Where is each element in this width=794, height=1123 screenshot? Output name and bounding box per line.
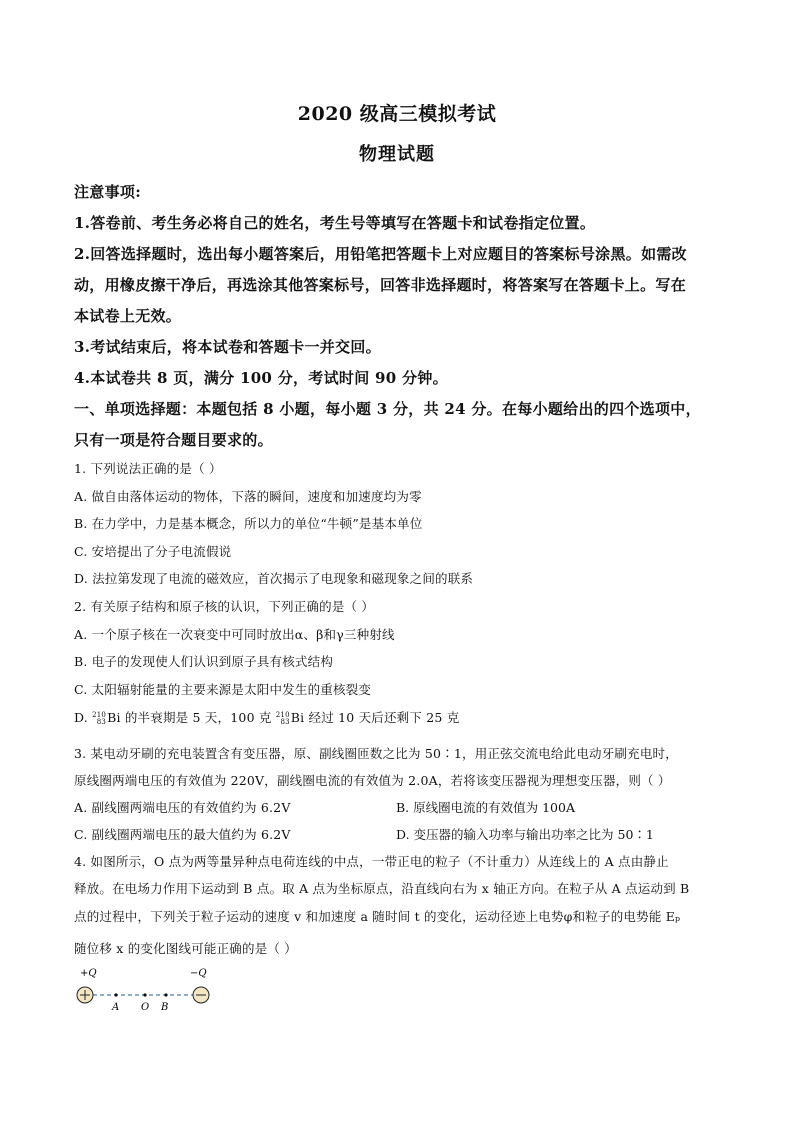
notice-item-4: 4.本试卷共 8 页，满分 100 分，考试时间 90 分钟。 [74,369,448,387]
notice-item-2: 2.回答选择题时，选出每小题答案后，用铅笔把答题卡上对应题目的答案标号涂黑。如需改 [74,245,687,263]
q1-option-a: A. 做自由落体运动的物体，下落的瞬间，速度和加速度均为零 [74,489,422,504]
q3-option-c: C. 副线圈两端电压的最大值约为 6.2V [74,827,291,842]
q2-option-b: B. 电子的发现使人们认识到原子具有核式结构 [74,654,334,669]
section-heading-cont: 只有一项是符合题目要求的。 [74,431,273,449]
q1-option-c: C. 安培提出了分子电流假说 [74,544,232,559]
negative-charge-icon [193,987,209,1003]
q4-stem-line2: 释放。在电场力作用下运动到 B 点。取 A 点为坐标原点，沿直线向右为 x 轴正方向。在粒子从 A 点运动到 B [74,881,690,896]
point-o-dot [143,993,146,996]
point-a-dot [114,993,117,996]
exam-title: 2020 级高三模拟考试 [297,103,497,125]
q1-stem: 1. 下列说法正确的是（ ） [74,461,222,476]
q2-option-d [74,708,459,726]
atomic-number-2: 83 [280,717,290,726]
q2-option-c: C. 太阳辐射能量的主要来源是太阳中发生的重核裂变 [74,682,372,697]
mass-number-2: 210 [275,710,290,719]
q2-d-mid: 的半衰期是 5 天，100 克 [120,710,276,725]
q3-option-d: D. 变压器的输入功率与输出功率之比为 50∶1 [396,827,654,842]
q2-d-prefix: D. [74,710,93,725]
charge-diagram [72,964,222,1014]
notice-item-1: 1.答卷前、考生务必将自己的姓名，考生号等填写在答题卡和试卷指定位置。 [74,214,596,232]
q3-option-b: B. 原线圈电流的有效值为 100A [396,800,575,815]
point-b-dot [164,993,167,996]
point-a-label: A [112,1002,120,1013]
notice-item-2-end: 本试卷上无效。 [74,307,182,325]
subject-title: 物理试题 [359,144,435,165]
mass-number: 210 [92,710,107,719]
element-symbol-2: Bi [290,710,305,725]
minus-charge-label: −Q [190,968,207,979]
element-symbol: Bi [107,710,121,725]
q4-stem-line3: 点的过程中，下列关于粒子运动的速度 v 和加速度 a 随时间 t 的变化，运动径迹上电势φ和粒子的电势能 Eₚ [74,909,681,924]
q4-stem-line4: 随位移 x 的变化图线可能正确的是（ ） [74,941,297,956]
point-o-label: O [141,1002,150,1013]
q2-option-a: A. 一个原子核在一次衰变中可同时放出α、β和γ三种射线 [74,627,395,642]
q1-option-d: D. 法拉第发现了电流的磁效应，首次揭示了电现象和磁现象之间的联系 [74,571,474,586]
notice-heading: 注意事项: [74,183,142,201]
section-heading: 一、单项选择题：本题包括 8 小题，每小题 3 分，共 24 分。在每小题给出的四个选项中， [74,400,701,418]
q3-stem-line1: 3. 某电动牙刷的充电装置含有变压器，原、副线圈匝数之比为 50∶1，用正弦交流电给此电动牙刷充电时， [74,746,678,761]
q1-option-b: B. 在力学中，力是基本概念，所以力的单位“牛顿”是基本单位 [74,516,423,531]
atomic-number: 83 [96,717,107,726]
nuclide-numbers-1 [92,712,106,726]
plus-charge-label: +Q [80,968,97,979]
nuclide-numbers-2 [276,712,290,726]
q4-stem-line1: 4. 如图所示，O 点为两等量异种点电荷连线的中点，一带正电的粒子（不计重力）从连线上的 A 点由静止 [74,854,669,869]
q3-stem-line2: 原线圈两端电压的有效值为 220V，副线圈电流的有效值为 2.0A，若将该变压器视为理想变压器，则（ ） [74,773,671,788]
q2-d-suffix: 经过 10 天后还剩下 25 克 [304,710,460,725]
positive-charge-icon [77,987,93,1003]
q2-stem: 2. 有关原子结构和原子核的认识，下列正确的是（ ） [74,599,375,614]
notice-item-2-cont: 动，用橡皮擦干净后，再选涂其他答案标号，回答非选择题时，将答案写在答题卡上。写在 [74,276,687,294]
notice-item-3: 3.考试结束后，将本试卷和答题卡一并交回。 [74,338,381,356]
point-b-label: B [161,1002,169,1013]
q3-option-a: A. 副线圈两端电压的有效值约为 6.2V [74,800,291,815]
